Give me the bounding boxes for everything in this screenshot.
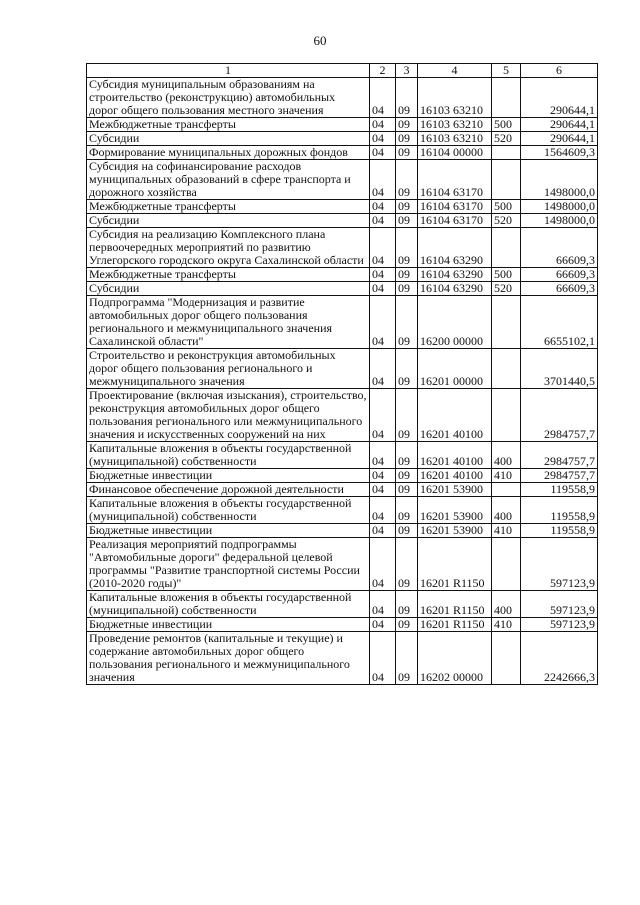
target-article-code-cell: 16201 53900 [418, 483, 492, 497]
table-row [87, 483, 598, 497]
budget-table [86, 63, 598, 685]
table-row [87, 214, 598, 228]
target-article-code-cell: 16103 63210 [418, 78, 492, 118]
expense-type-code-cell [492, 146, 521, 160]
item-name-cell: Реализация мероприятий подпрограммы "Автомобильные дороги" федеральной целевой программы "Развитие транспортной системы России (2010-2020 годы)" [87, 538, 370, 591]
table-row [87, 200, 598, 214]
section-code-cell: 04 [370, 132, 396, 146]
expense-type-code-cell: 520 [492, 282, 521, 296]
section-code-cell: 04 [370, 200, 396, 214]
amount-cell: 290644,1 [521, 78, 598, 118]
target-article-code-cell: 16104 63290 [418, 282, 492, 296]
target-article-code-cell: 16201 53900 [418, 497, 492, 524]
item-name-cell: Проектирование (включая изыскания), строительство, реконструкция автомобильных дорог общего пользования регионального или межмуниципального значения и искусственных сооружений на них [87, 389, 370, 442]
subsection-code-cell: 09 [396, 268, 418, 282]
amount-cell: 3701440,5 [521, 349, 598, 389]
expense-type-code-cell: 400 [492, 442, 521, 469]
table-row [87, 228, 598, 268]
section-code-cell: 04 [370, 618, 396, 632]
expense-type-code-cell: 520 [492, 132, 521, 146]
target-article-code-cell: 16200 00000 [418, 296, 492, 349]
subsection-code-cell: 09 [396, 538, 418, 591]
expense-type-code-cell: 400 [492, 591, 521, 618]
target-article-code-cell: 16201 53900 [418, 524, 492, 538]
item-name-cell: Строительство и реконструкция автомобильных дорог общего пользования регионального и межмуниципального значения [87, 349, 370, 389]
section-code-cell: 04 [370, 349, 396, 389]
subsection-code-cell: 09 [396, 146, 418, 160]
expense-type-code-cell [492, 483, 521, 497]
subsection-code-cell: 09 [396, 160, 418, 200]
expense-type-code-cell [492, 389, 521, 442]
target-article-code-cell: 16104 00000 [418, 146, 492, 160]
table-row [87, 389, 598, 442]
target-article-code-cell: 16104 63170 [418, 160, 492, 200]
table-row [87, 524, 598, 538]
expense-type-code-cell [492, 538, 521, 591]
target-article-code-cell: 16201 40100 [418, 389, 492, 442]
amount-cell: 1498000,0 [521, 200, 598, 214]
expense-type-code-cell [492, 632, 521, 685]
item-name-cell: Субсидии [87, 132, 370, 146]
table-row [87, 591, 598, 618]
subsection-code-cell: 09 [396, 524, 418, 538]
item-name-cell: Субсидия муниципальным образованиям на строительство (реконструкцию) автомобильных дорог общего пользования местного значения [87, 78, 370, 118]
item-name-cell: Капитальные вложения в объекты государственной (муниципальной) собственности [87, 497, 370, 524]
subsection-code-cell: 09 [396, 389, 418, 442]
table-row [87, 146, 598, 160]
expense-type-code-cell [492, 349, 521, 389]
item-name-cell: Межбюджетные трансферты [87, 118, 370, 132]
table-row [87, 118, 598, 132]
column-header-5: 5 [492, 64, 521, 78]
section-code-cell: 04 [370, 160, 396, 200]
expense-type-code-cell: 500 [492, 118, 521, 132]
item-name-cell: Субсидии [87, 282, 370, 296]
amount-cell: 2242666,3 [521, 632, 598, 685]
section-code-cell: 04 [370, 524, 396, 538]
subsection-code-cell: 09 [396, 591, 418, 618]
section-code-cell: 04 [370, 469, 396, 483]
target-article-code-cell: 16104 63290 [418, 268, 492, 282]
item-name-cell: Субсидии [87, 214, 370, 228]
table-row [87, 282, 598, 296]
expense-type-code-cell [492, 78, 521, 118]
table-row [87, 268, 598, 282]
target-article-code-cell: 16103 63210 [418, 118, 492, 132]
column-header-3: 3 [396, 64, 418, 78]
target-article-code-cell: 16201 R1150 [418, 591, 492, 618]
expense-type-code-cell: 500 [492, 268, 521, 282]
table-row [87, 132, 598, 146]
subsection-code-cell: 09 [396, 296, 418, 349]
table-body [87, 78, 598, 685]
page-number: 60 [313, 33, 327, 48]
amount-cell: 66609,3 [521, 282, 598, 296]
section-code-cell: 04 [370, 118, 396, 132]
table-row [87, 632, 598, 685]
item-name-cell: Бюджетные инвестиции [87, 469, 370, 483]
amount-cell: 1498000,0 [521, 214, 598, 228]
target-article-code-cell: 16103 63210 [418, 132, 492, 146]
target-article-code-cell: 16201 R1150 [418, 538, 492, 591]
section-code-cell: 04 [370, 282, 396, 296]
subsection-code-cell: 09 [396, 78, 418, 118]
section-code-cell: 04 [370, 228, 396, 268]
column-header-4: 4 [418, 64, 492, 78]
amount-cell: 119558,9 [521, 497, 598, 524]
column-header-1: 1 [87, 64, 370, 78]
amount-cell: 6655102,1 [521, 296, 598, 349]
subsection-code-cell: 09 [396, 483, 418, 497]
subsection-code-cell: 09 [396, 132, 418, 146]
amount-cell: 2984757,7 [521, 442, 598, 469]
amount-cell: 2984757,7 [521, 389, 598, 442]
item-name-cell: Формирование муниципальных дорожных фондов [87, 146, 370, 160]
subsection-code-cell: 09 [396, 282, 418, 296]
item-name-cell: Межбюджетные трансферты [87, 200, 370, 214]
item-name-cell: Финансовое обеспечение дорожной деятельности [87, 483, 370, 497]
subsection-code-cell: 09 [396, 200, 418, 214]
item-name-cell: Бюджетные инвестиции [87, 524, 370, 538]
section-code-cell: 04 [370, 632, 396, 685]
subsection-code-cell: 09 [396, 632, 418, 685]
subsection-code-cell: 09 [396, 469, 418, 483]
subsection-code-cell: 09 [396, 214, 418, 228]
table-row [87, 442, 598, 469]
expense-type-code-cell: 410 [492, 524, 521, 538]
table-row [87, 78, 598, 118]
target-article-code-cell: 16104 63290 [418, 228, 492, 268]
target-article-code-cell: 16201 40100 [418, 469, 492, 483]
amount-cell: 119558,9 [521, 483, 598, 497]
expense-type-code-cell: 500 [492, 200, 521, 214]
target-article-code-cell: 16202 00000 [418, 632, 492, 685]
expense-type-code-cell [492, 228, 521, 268]
amount-cell: 597123,9 [521, 618, 598, 632]
section-code-cell: 04 [370, 268, 396, 282]
item-name-cell: Подпрограмма "Модернизация и развитие автомобильных дорог общего пользования регионального и межмуниципального значения Сахалинской области" [87, 296, 370, 349]
section-code-cell: 04 [370, 538, 396, 591]
section-code-cell: 04 [370, 214, 396, 228]
section-code-cell: 04 [370, 146, 396, 160]
section-code-cell: 04 [370, 591, 396, 618]
item-name-cell: Субсидия на реализацию Комплексного плана первоочередных мероприятий по развитию Углегорского городского округа Сахалинской области [87, 228, 370, 268]
expense-type-code-cell: 410 [492, 618, 521, 632]
table-row [87, 160, 598, 200]
table-row [87, 296, 598, 349]
column-header-2: 2 [370, 64, 396, 78]
section-code-cell: 04 [370, 389, 396, 442]
table-row [87, 469, 598, 483]
expense-type-code-cell [492, 296, 521, 349]
item-name-cell: Межбюджетные трансферты [87, 268, 370, 282]
subsection-code-cell: 09 [396, 497, 418, 524]
table-row [87, 618, 598, 632]
amount-cell: 66609,3 [521, 228, 598, 268]
table-row [87, 538, 598, 591]
table-header-row [87, 64, 598, 78]
column-header-6: 6 [521, 64, 598, 78]
amount-cell: 290644,1 [521, 132, 598, 146]
target-article-code-cell: 16201 40100 [418, 442, 492, 469]
amount-cell: 1564609,3 [521, 146, 598, 160]
item-name-cell: Бюджетные инвестиции [87, 618, 370, 632]
item-name-cell: Капитальные вложения в объекты государственной (муниципальной) собственности [87, 591, 370, 618]
item-name-cell: Проведение ремонтов (капитальные и текущие) и содержание автомобильных дорог общего пользования регионального и межмуниципального значения [87, 632, 370, 685]
target-article-code-cell: 16201 00000 [418, 349, 492, 389]
expense-type-code-cell [492, 160, 521, 200]
amount-cell: 2984757,7 [521, 469, 598, 483]
expense-type-code-cell: 410 [492, 469, 521, 483]
subsection-code-cell: 09 [396, 228, 418, 268]
amount-cell: 597123,9 [521, 538, 598, 591]
table-row [87, 349, 598, 389]
target-article-code-cell: 16201 R1150 [418, 618, 492, 632]
section-code-cell: 04 [370, 78, 396, 118]
amount-cell: 597123,9 [521, 591, 598, 618]
section-code-cell: 04 [370, 442, 396, 469]
amount-cell: 119558,9 [521, 524, 598, 538]
expense-type-code-cell: 520 [492, 214, 521, 228]
amount-cell: 66609,3 [521, 268, 598, 282]
subsection-code-cell: 09 [396, 442, 418, 469]
amount-cell: 290644,1 [521, 118, 598, 132]
expense-type-code-cell: 400 [492, 497, 521, 524]
subsection-code-cell: 09 [396, 118, 418, 132]
amount-cell: 1498000,0 [521, 160, 598, 200]
target-article-code-cell: 16104 63170 [418, 200, 492, 214]
item-name-cell: Субсидия на софинансирование расходов муниципальных образований в сфере транспорта и дорожного хозяйства [87, 160, 370, 200]
subsection-code-cell: 09 [396, 618, 418, 632]
section-code-cell: 04 [370, 497, 396, 524]
subsection-code-cell: 09 [396, 349, 418, 389]
section-code-cell: 04 [370, 483, 396, 497]
item-name-cell: Капитальные вложения в объекты государственной (муниципальной) собственности [87, 442, 370, 469]
target-article-code-cell: 16104 63170 [418, 214, 492, 228]
table-row [87, 497, 598, 524]
section-code-cell: 04 [370, 296, 396, 349]
